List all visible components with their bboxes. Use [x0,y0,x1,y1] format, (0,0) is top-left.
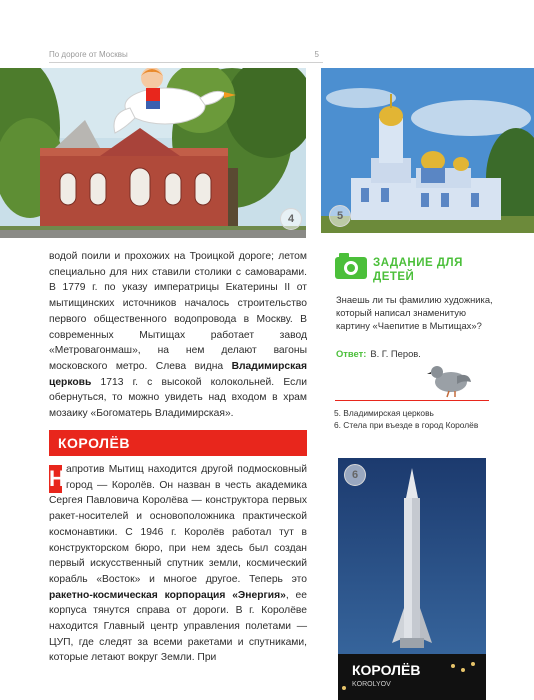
task-header [335,252,463,285]
photo-rocket-stele [338,458,486,700]
photo-number-badge: 5 [329,205,351,227]
caption-5: 5. Владимирская церковь [334,408,434,418]
photo-number-badge: 6 [344,464,366,486]
running-header [49,50,319,64]
page-number: 5 [314,50,319,59]
photo-station-building [0,68,306,238]
paragraph-mytishchi: водой поили и прохожих на Троицкой дороге; летом специально для них ставили столики с самоварами. В 1779 г. по указу императрицы Екатерины II от мытищинских источников началось строительство первого общественного водопровода в Москву. В современных Мытищах работает завод «Метровагонмаш», на нем делают вагоны московского метро. Слева видна Владимирская церковь 1713 г. с высокой колокольней. Если обернуться, то можно увидеть над входом в храм мозаику «Богоматерь Владимирская». [49,251,307,420]
paragraph-korolev: Н апротив Мытищ находится другой подмосковный город — Королёв. Он назван в честь академика Сергея Павловича Королёва — конструктора первых ракет-носителей и основоположника практической космонавтики. С 1946 г. Королёв работал тут в конструкторском бюро, при нем здесь был создан первый искусственный спутник земли, космический корабль «Восток» и многое другое. Теперь это ракетно-космическая корпорация «Энергия», ее корпуса тянутся справа от дороги. В г. Королёве находится Главный центр управления полетами — ЦУП, где следят за всеми ракетами и спутниками, которые летают вокруг Земли. При [49,464,307,664]
answer-value: В. Г. Перов. [370,348,421,359]
highlight-energia: ракетно-космическая корпорация «Энергия» [49,589,286,601]
stele-sign-main: КОРОЛЁВ [352,662,421,678]
section-header-korolev [49,430,307,456]
header-rule [49,62,323,63]
photo-vladimir-church [321,68,534,233]
camera-icon [335,252,367,280]
running-header-title: По дороге от Москвы [49,50,128,59]
photo-number-badge: 4 [280,208,302,230]
caption-divider [335,400,489,401]
task-title: ЗАДАНИЕ ДЛЯ ДЕТЕЙ [373,257,463,283]
pigeon-icon [427,362,471,398]
task-answer [336,348,421,359]
section-title: КОРОЛЁВ [58,435,130,451]
task-question: Знаешь ли ты фамилию художника, который написал знаменитую картину «Чаепитие в Мытищах»? [336,294,493,331]
caption-6: 6. Стела при въезде в город Королёв [334,420,479,430]
highlight-vladimir-church: Владимирская церковь [49,360,307,388]
answer-label: Ответ: [336,348,367,359]
stele-sign-sub: KOROLYOV [352,681,391,688]
drop-cap: Н [49,466,65,491]
